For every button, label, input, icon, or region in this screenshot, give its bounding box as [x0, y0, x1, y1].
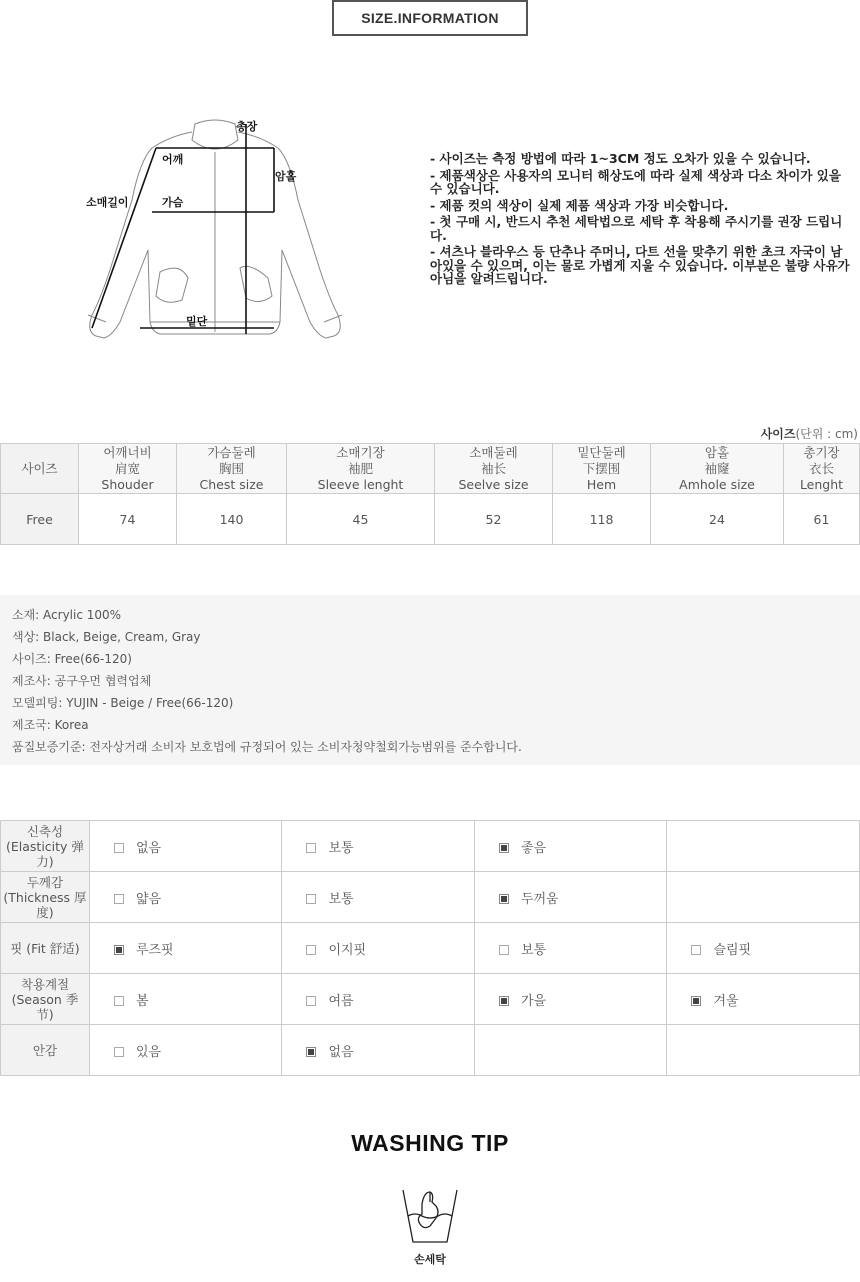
- unchecked-checkbox-icon: [114, 996, 124, 1006]
- material-row: 사이즈: Free(66-120): [12, 652, 132, 666]
- header-ko: 가슴둘레: [207, 444, 256, 460]
- unit-caption: [761, 425, 858, 442]
- attribute-option-cell: [282, 821, 475, 872]
- header-ko: 사이즈: [21, 460, 58, 476]
- checked-checkbox-icon: [306, 1047, 316, 1057]
- attribute-option-cell: [89, 872, 282, 923]
- size-header-cell: [1, 444, 79, 494]
- attribute-option-text: 봄: [135, 993, 149, 1009]
- attribute-option-cell: [474, 923, 667, 974]
- attribute-label: 두께감 (Thickness 厚度): [1, 872, 90, 923]
- table-cell: 140: [177, 494, 287, 545]
- attribute-option-cell: [89, 974, 282, 1025]
- attribute-option-text: 있음: [135, 1044, 162, 1060]
- unchecked-checkbox-icon: [691, 945, 701, 955]
- attribute-option-cell: [667, 974, 860, 1025]
- material-row: 색상: Black, Beige, Cream, Gray: [12, 630, 201, 644]
- attribute-option-cell: [474, 821, 667, 872]
- unchecked-checkbox-icon: [306, 894, 316, 904]
- note-item: - 셔츠나 블라우스 등 단추나 주머니, 다트 선을 맞추기 위한 초크 자국이 남아있을 수 있으며, 이는 물로 가볍게 지울 수 있습니다. 이부분은 불량 사유가 아님을 알려드립니다.: [430, 244, 850, 286]
- attribute-option-cell: [89, 923, 282, 974]
- material-row: 제조사: 공구우먼 협력업체: [12, 674, 152, 688]
- header-en: Hem: [586, 476, 617, 492]
- attribute-option-cell: [89, 821, 282, 872]
- size-header-cell: [177, 444, 287, 494]
- attribute-row: [1, 974, 860, 1025]
- note-item: - 제품 컷의 색상이 실제 제품 색상과 가장 비슷합니다.: [430, 197, 729, 213]
- attribute-option-text: 없음: [135, 840, 162, 856]
- attribute-option-text: 이지핏: [328, 942, 367, 958]
- unchecked-checkbox-icon: [306, 996, 316, 1006]
- unchecked-checkbox-icon: [114, 843, 124, 853]
- total-length-label: 총장: [236, 120, 258, 133]
- attribute-label: 착용계절 (Season 季节): [1, 974, 90, 1025]
- header-zh: 袖窿: [704, 460, 730, 476]
- checked-checkbox-icon: [499, 996, 509, 1006]
- header-zh: 肩宽: [114, 460, 140, 476]
- size-header-cell: [553, 444, 651, 494]
- material-row: 모델피팅: YUJIN - Beige / Free(66-120): [12, 696, 234, 710]
- washing-tip-title: WASHING TIP: [351, 1130, 509, 1156]
- attribute-option-cell: [282, 1025, 475, 1076]
- attribute-option-cell: [282, 923, 475, 974]
- hand-wash-icon: [400, 1186, 460, 1248]
- shoulder-label: 어깨: [162, 153, 184, 166]
- unchecked-checkbox-icon: [114, 894, 124, 904]
- attribute-row: [1, 872, 860, 923]
- note-item: - 제품색상은 사용자의 모니터 해상도에 따라 실제 색상과 다소 차이가 있을 수 있습니다.: [430, 167, 841, 196]
- attribute-option-cell: [282, 872, 475, 923]
- table-cell: 45: [287, 494, 435, 545]
- attribute-row: [1, 1025, 860, 1076]
- attribute-option-text: 겨울: [713, 993, 739, 1009]
- hem-label: 밑단: [186, 315, 208, 328]
- material-row: 제조국: Korea: [12, 718, 89, 732]
- attribute-row: [1, 821, 860, 872]
- attribute-option-cell: [474, 974, 667, 1025]
- table-cell: 52: [435, 494, 553, 545]
- armhole-label: 암홀: [275, 170, 297, 183]
- attribute-row: [1, 923, 860, 974]
- table-cell: 24: [651, 494, 784, 545]
- table-cell: 74: [79, 494, 177, 545]
- attribute-option-text: 슬림핏: [713, 942, 752, 958]
- attribute-option-cell: [667, 872, 860, 923]
- unchecked-checkbox-icon: [306, 945, 316, 955]
- unchecked-checkbox-icon: [114, 1047, 124, 1057]
- header-en: Seelve size: [458, 476, 529, 492]
- hand-wash-label: 손세탁: [414, 1253, 446, 1266]
- header-en: Sleeve lenght: [317, 476, 404, 492]
- size-header-cell: [79, 444, 177, 494]
- table-cell: Free: [1, 494, 79, 545]
- unchecked-checkbox-icon: [306, 843, 316, 853]
- table-cell: 118: [553, 494, 651, 545]
- note-item: - 첫 구매 시, 반드시 추천 세탁법으로 세탁 후 착용해 주시기를 권장 드립니다.: [430, 214, 843, 243]
- fabric-attributes-table: [0, 820, 860, 1076]
- table-cell: 61: [784, 494, 860, 545]
- sleeve-length-label: 소매길이: [86, 196, 129, 209]
- attribute-option-cell: [667, 821, 860, 872]
- size-table: [0, 443, 860, 545]
- header-zh: 袖长: [480, 460, 506, 476]
- material-row: 소재: Acrylic 100%: [12, 608, 122, 622]
- attribute-option-text: 얇음: [135, 891, 162, 907]
- jacket-measurement-diagram: [70, 110, 370, 350]
- header-zh: 衣长: [808, 460, 834, 476]
- size-header-cell: [435, 444, 553, 494]
- attribute-label: 핏 (Fit 舒适): [1, 923, 90, 974]
- chest-label: 가슴: [162, 196, 184, 209]
- size-header-cell: [651, 444, 784, 494]
- unchecked-checkbox-icon: [499, 945, 509, 955]
- header-zh: 下摆围: [582, 460, 621, 476]
- unit-label: 사이즈: [760, 427, 796, 441]
- attribute-option-text: 보통: [328, 840, 354, 856]
- material-info: [0, 595, 860, 765]
- jacket-illustration: [70, 110, 370, 350]
- header-zh: 袖肥: [347, 460, 373, 476]
- header-ko: 어깨너비: [103, 444, 152, 460]
- checked-checkbox-icon: [691, 996, 701, 1006]
- attribute-label: 안감: [1, 1025, 90, 1076]
- header-en: Chest size: [199, 476, 264, 492]
- header-zh: 胸围: [218, 460, 244, 476]
- size-notes: [430, 152, 850, 289]
- header-ko: 암홀: [704, 444, 730, 460]
- note-item: - 사이즈는 측정 방법에 따라 1~3CM 정도 오차가 있을 수 있습니다.: [430, 151, 811, 166]
- attribute-option-text: 가을: [520, 993, 547, 1009]
- attribute-option-text: 루즈핏: [135, 942, 174, 958]
- attribute-option-cell: [89, 1025, 282, 1076]
- header-ko: 밑단둘레: [577, 444, 626, 460]
- attribute-label: 신축성 (Elasticity 弹力): [1, 821, 90, 872]
- attribute-option-cell: [667, 923, 860, 974]
- table-row: [1, 494, 860, 545]
- checked-checkbox-icon: [114, 945, 124, 955]
- size-information-title: SIZE.INFORMATION: [332, 0, 528, 36]
- header-en: Amhole size: [679, 476, 755, 492]
- attribute-option-text: 여름: [328, 993, 354, 1009]
- header-ko: 총기장: [803, 444, 840, 460]
- size-header-cell: [287, 444, 435, 494]
- checked-checkbox-icon: [499, 894, 509, 904]
- attribute-option-cell: [474, 1025, 667, 1076]
- attribute-option-text: 보통: [520, 942, 547, 958]
- attribute-option-text: 두꺼움: [520, 891, 559, 907]
- unit-note: (단위 : cm): [795, 427, 858, 441]
- attribute-option-text: 좋음: [520, 840, 547, 856]
- attribute-option-cell: [474, 872, 667, 923]
- size-header-cell: [784, 444, 860, 494]
- material-row: 품질보증기준: 전자상거래 소비자 보호법에 규정되어 있는 소비자청약철회가능범위를 준수합니다.: [12, 740, 522, 754]
- header-ko: 소매기장: [336, 444, 385, 460]
- attribute-option-text: 없음: [328, 1044, 354, 1060]
- attribute-option-text: 보통: [328, 891, 354, 907]
- header-en: Shouder: [101, 476, 154, 492]
- checked-checkbox-icon: [499, 843, 509, 853]
- size-table-header: [1, 444, 860, 494]
- attribute-option-cell: [667, 1025, 860, 1076]
- header-ko: 소매둘레: [469, 444, 518, 460]
- header-en: Lenght: [799, 476, 844, 492]
- attribute-option-cell: [282, 974, 475, 1025]
